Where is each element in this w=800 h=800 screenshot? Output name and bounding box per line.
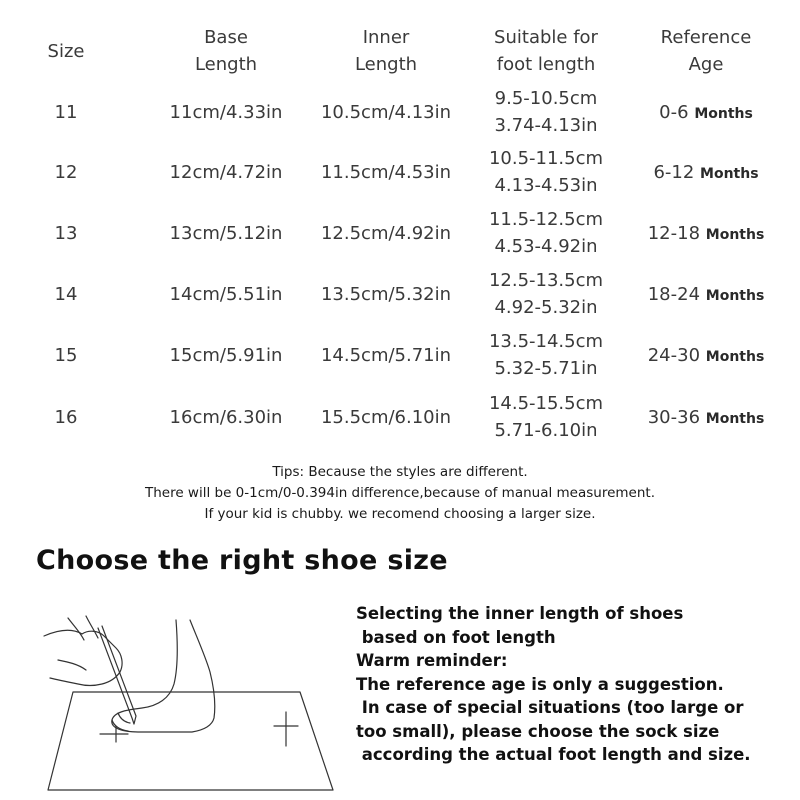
age-cell: 30-36 Months <box>647 407 765 428</box>
base-length-cell: 16cm/6.30in <box>169 407 283 428</box>
foot-length-cell: 11.5-12.5cm 4.53-4.92in <box>488 209 604 257</box>
foot-measuring-illustration <box>28 600 348 795</box>
inner-length-cell: 11.5cm/4.53in <box>320 162 452 183</box>
inner-length-cell: 14.5cm/5.71in <box>320 345 452 366</box>
size-cell: 14 <box>54 284 78 305</box>
header-size: Size <box>47 41 85 62</box>
base-length-cell: 11cm/4.33in <box>169 102 283 123</box>
size-cell: 11 <box>54 102 78 123</box>
heel-mark <box>274 712 298 746</box>
base-length-cell: 15cm/5.91in <box>169 345 283 366</box>
inner-length-cell: 12.5cm/4.92in <box>320 223 452 244</box>
note-line: In case of special situations (too large or <box>356 698 744 717</box>
age-cell: 0-6 Months <box>659 102 753 123</box>
size-cell: 15 <box>54 345 78 366</box>
section-heading: Choose the right shoe size <box>36 545 448 576</box>
age-cell: 6-12 Months <box>653 162 759 183</box>
sizing-notes <box>356 602 796 767</box>
base-length-cell: 13cm/5.12in <box>169 223 283 244</box>
paper-sheet <box>48 692 333 790</box>
inner-length-cell: 10.5cm/4.13in <box>320 102 452 123</box>
measurement-tips <box>0 462 800 525</box>
note-line: based on foot length <box>356 627 556 647</box>
header-inner-length: Inner Length <box>354 27 418 75</box>
leg-outline <box>112 620 215 732</box>
inner-length-cell: 13.5cm/5.32in <box>320 284 452 305</box>
finger-outline <box>58 616 98 670</box>
base-length-cell: 14cm/5.51in <box>169 284 283 305</box>
foot-length-cell: 10.5-11.5cm 4.13-4.53in <box>488 148 604 196</box>
inner-length-cell: 15.5cm/6.10in <box>320 407 452 428</box>
size-cell: 13 <box>54 223 78 244</box>
age-cell: 12-18 Months <box>647 223 765 244</box>
note-line: The reference age is only a suggestion. <box>356 674 724 694</box>
note-line: Selecting the inner length of shoes <box>356 604 684 623</box>
foot-length-cell: 12.5-13.5cm 4.92-5.32in <box>488 270 604 318</box>
foot-length-cell: 13.5-14.5cm 5.32-5.71in <box>488 331 604 379</box>
age-cell: 24-30 Months <box>647 345 765 366</box>
header-reference-age: Reference Age <box>660 27 752 75</box>
base-length-cell: 12cm/4.72in <box>169 162 283 183</box>
header-foot-length: Suitable for foot length <box>494 27 598 75</box>
size-cell: 12 <box>54 162 78 183</box>
age-cell: 18-24 Months <box>647 284 765 305</box>
tips-line: If your kid is chubby. we recomend choosing a larger size. <box>204 506 596 522</box>
tips-line: There will be 0-1cm/0-0.394in difference,because of manual measurement. <box>144 485 656 501</box>
tips-line: Tips: Because the styles are different. <box>272 464 528 480</box>
toe-mark <box>100 726 128 742</box>
size-cell: 16 <box>54 407 78 428</box>
foot-length-cell: 9.5-10.5cm 3.74-4.13in <box>494 88 598 136</box>
header-base-length: Base Length <box>194 27 258 75</box>
foot-length-cell: 14.5-15.5cm 5.71-6.10in <box>488 393 604 441</box>
note-line: Warm reminder: <box>356 651 508 670</box>
note-line: according the actual foot length and size. <box>356 745 751 764</box>
note-line: too small), please choose the sock size <box>356 721 720 741</box>
